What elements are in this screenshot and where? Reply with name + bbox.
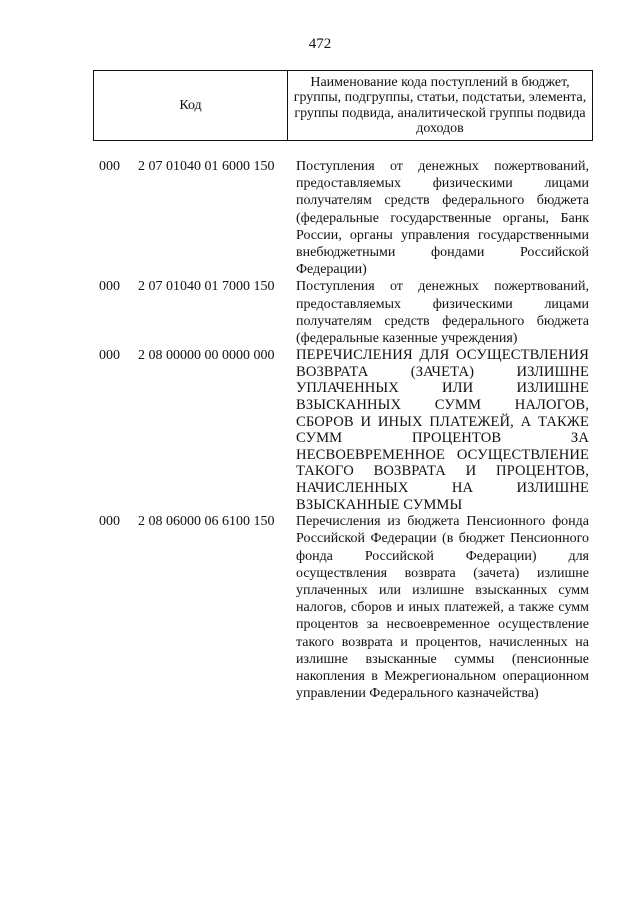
table-header [93, 70, 593, 141]
table-row [0, 278, 640, 347]
row-revenue-code: 2 07 01040 01 7000 150 [138, 279, 275, 295]
row-admin-code: 000 [99, 348, 120, 364]
row-revenue-code: 2 08 06000 06 6100 150 [138, 514, 275, 530]
row-admin-code: 000 [99, 279, 120, 295]
row-revenue-name: ПЕРЕЧИСЛЕНИЯ ДЛЯ ОСУЩЕСТВЛЕНИЯ ВОЗВРАТА (ЗАЧЕТА) ИЗЛИШНЕ УПЛАЧЕННЫХ ИЛИ ИЗЛИШНЕ ВЗЫСКАННЫХ СУММ НАЛОГОВ, СБОРОВ И ИНЫХ ПЛАТЕЖЕЙ, А ТАКЖЕ СУММ ПРОЦЕНТОВ ЗА НЕСВОЕВРЕМЕННОЕ ОСУЩЕСТВЛЕНИЕ ТАКОГО ВОЗВРАТА И ПРОЦЕНТОВ, НАЧИСЛЕННЫХ НА ИЗЛИШНЕ ВЗЫСКАННЫЕ СУММЫ [296, 347, 589, 513]
row-admin-code: 000 [99, 514, 120, 530]
row-revenue-code: 2 08 00000 00 0000 000 [138, 348, 275, 364]
header-name-label: Наименование кода поступлений в бюджет, группы, подгруппы, статьи, подстатьи, элемента, группы подвида, аналитической группы подвида доходов [293, 74, 587, 136]
table-row [0, 158, 640, 278]
row-revenue-name: Поступления от денежных пожертвований, предоставляемых физическими лицами получателям средств федерального бюджета (федеральные казенные учреждения) [296, 279, 589, 347]
row-revenue-code: 2 07 01040 01 6000 150 [138, 159, 275, 174]
page-number: 472 [308, 36, 332, 52]
table-row [0, 513, 640, 702]
row-revenue-name: Поступления от денежных пожертвований, предоставляемых физическими лицами получателям средств федерального бюджета (федеральные государственные органы, Банк России, органы управления государственными внебюджетными фондами Российской Федерации) [296, 159, 589, 278]
row-admin-code: 000 [99, 159, 120, 174]
row-revenue-name: Перечисления из бюджета Пенсионного фонда Российской Федерации (в бюджет Пенсионного фонда Российской Федерации) для осуществления возврата (зачета) излишне уплаченных или излишне взысканных сумм налогов, сборов и иных платежей, а также сумм процентов за несвоевременное осуществление такого возврата и процентов, начисленных на излишне взысканные суммы (пенсионные накопления в Межрегиональном операционном управлении Федерального казначейства) [296, 514, 589, 702]
table-body [0, 158, 640, 702]
header-code-label: Код [94, 71, 288, 140]
table-row [0, 347, 640, 513]
